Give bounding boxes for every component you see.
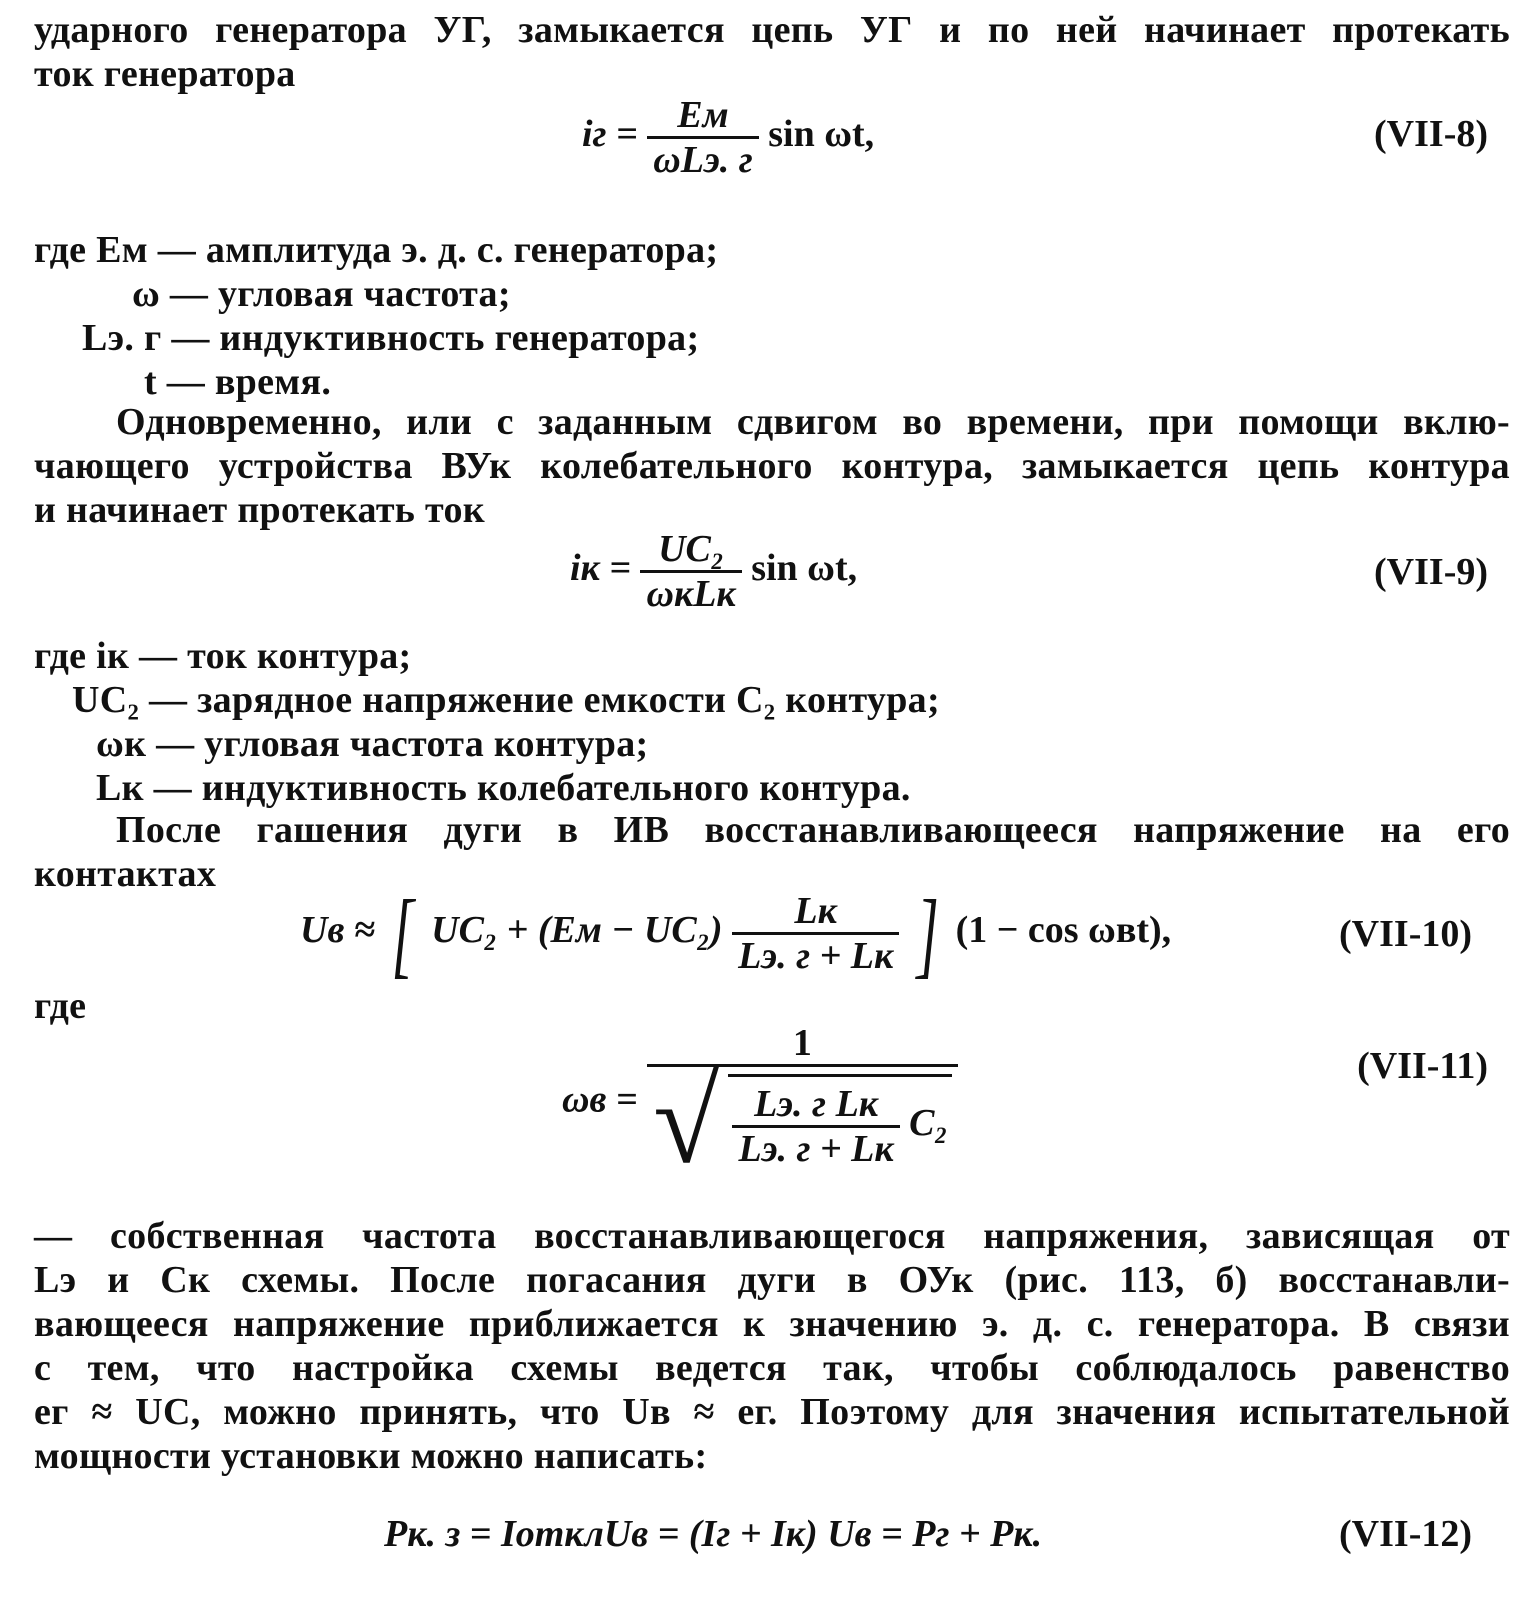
text-line: — собственная частота восстанавливающегося напряжения, зависящая от bbox=[34, 1215, 1510, 1257]
text-line: контактах bbox=[34, 853, 217, 895]
capacitance: C₂ bbox=[909, 1102, 948, 1145]
text-line: вающееся напряжение приближается к значению э. д. с. генератора. В связи bbox=[34, 1303, 1510, 1345]
eq-rhs: (1 − cos ωвt), bbox=[955, 909, 1172, 952]
text-line: UC₂ — зарядное напряжение емкости C₂ контура; bbox=[72, 679, 940, 721]
text-line: ударного генератора УГ, замыкается цепь УГ и по ней начинает протекать bbox=[34, 9, 1510, 51]
equation-vii-11 bbox=[562, 1022, 958, 1188]
eq-lhs: iк = bbox=[570, 547, 631, 590]
equation-number: (VII-10) bbox=[1339, 913, 1472, 955]
fraction bbox=[647, 94, 759, 181]
numerator: Eм bbox=[647, 94, 759, 139]
text-line: ток генератора bbox=[34, 53, 296, 95]
numerator: Lэ. г Lк bbox=[732, 1083, 899, 1128]
numerator: Lк bbox=[732, 890, 899, 935]
eq-lhs: Uв ≈ bbox=[300, 909, 375, 952]
denominator: Lэ. г + Lк bbox=[738, 935, 894, 977]
equation-number: (VII-11) bbox=[1357, 1045, 1488, 1087]
denominator: ωкLк bbox=[646, 573, 736, 615]
denominator: ωLэ. г bbox=[653, 139, 753, 181]
fraction bbox=[640, 528, 741, 615]
eq-rhs: sin ωt, bbox=[768, 113, 875, 156]
equation-number: (VII-12) bbox=[1339, 1513, 1472, 1555]
equation-vii-8 bbox=[582, 94, 874, 181]
right-bracket-icon: ] bbox=[916, 879, 939, 987]
eq-lhs: ωв = bbox=[562, 1078, 638, 1121]
eq-term: UC₂ + (Eм − UC₂) bbox=[431, 909, 723, 952]
text-line: После гашения дуги в ИВ восстанавливающееся напряжение на его bbox=[116, 809, 1510, 851]
fraction bbox=[732, 890, 899, 977]
text-line: Lэ. г — индуктивность генератора; bbox=[82, 317, 700, 359]
text-line: t — время. bbox=[144, 361, 332, 403]
text-line: где Eм — амплитуда э. д. с. генератора; bbox=[34, 229, 719, 271]
denominator: Lэ. г + Lк bbox=[738, 1128, 894, 1170]
radical-sign-icon: √ bbox=[653, 1055, 719, 1188]
equation-number: (VII-8) bbox=[1374, 113, 1488, 155]
text-line: Lк — индуктивность колебательного контура. bbox=[96, 767, 911, 809]
text-line: и начинает протекать ток bbox=[34, 489, 485, 531]
text-line: eг ≈ UC, можно принять, что Uв ≈ eг. Поэтому для значения испытательной bbox=[34, 1391, 1510, 1433]
equation-vii-9 bbox=[570, 528, 857, 615]
text-line: Одновременно, или с заданным сдвигом во времени, при помощи вклю- bbox=[116, 401, 1510, 443]
eq-rhs: sin ωt, bbox=[751, 547, 858, 590]
equation-vii-10 bbox=[300, 879, 1172, 987]
text-line: чающего устройства ВУк колебательного контура, замыкается цепь контура bbox=[34, 445, 1510, 487]
square-root bbox=[653, 1055, 952, 1188]
text-line: где bbox=[34, 985, 87, 1027]
text-line: ωк — угловая частота контура; bbox=[96, 723, 649, 765]
inner-fraction bbox=[732, 1083, 899, 1170]
denominator bbox=[647, 1055, 958, 1188]
text-line: мощности установки можно написать: bbox=[34, 1435, 708, 1477]
left-bracket-icon: [ bbox=[391, 879, 415, 987]
numerator: 1 bbox=[647, 1022, 958, 1067]
text-line: Lэ и Cк схемы. После погасания дуги в ОУк (рис. 113, б) восстанавли- bbox=[34, 1259, 1510, 1301]
equation-vii-12: Pк. з = IотклUв = (Iг + Iк) Uв = Pг + Pк. bbox=[384, 1513, 1043, 1555]
eq-lhs: iг = bbox=[582, 113, 638, 156]
radicand bbox=[728, 1074, 951, 1170]
equation-number: (VII-9) bbox=[1374, 551, 1488, 593]
text-line: ω — угловая частота; bbox=[132, 273, 511, 315]
text-line: с тем, что настройка схемы ведется так, чтобы соблюдалось равенство bbox=[34, 1347, 1510, 1389]
numerator: UC₂ bbox=[640, 528, 741, 573]
fraction bbox=[647, 1022, 958, 1188]
text-line: где iк — ток контура; bbox=[34, 635, 412, 677]
